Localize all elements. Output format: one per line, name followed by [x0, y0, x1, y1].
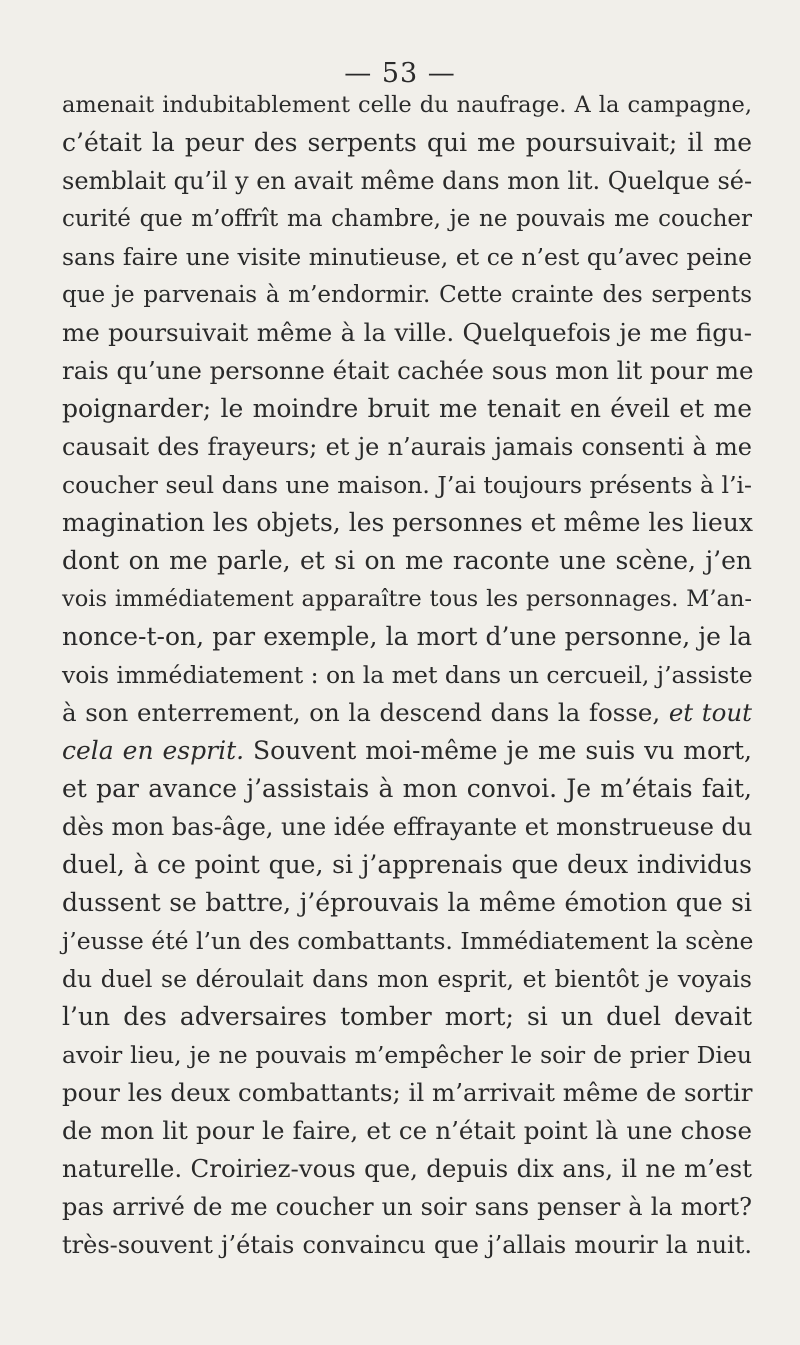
- text-line: du duel se déroulait dans mon esprit, et bientôt je voyais: [62, 965, 752, 993]
- text-line: pas arrivé de me coucher un soir sans penser à la mort?: [62, 1193, 752, 1221]
- text-line: dussent se battre, j’éprouvais la même émotion que si: [62, 888, 752, 917]
- italic-segment: cela en esprit.: [62, 736, 245, 765]
- text-line: dès mon bas-âge, une idée effrayante et monstrueuse du: [62, 813, 753, 841]
- text-line: sans faire une visite minutieuse, et ce n’est qu’avec peine: [62, 243, 752, 271]
- text-line: me poursuivait même à la ville. Quelquefois je me figu-: [62, 318, 752, 347]
- text-line: de mon lit pour le faire, et ce n’était point là une chose: [62, 1116, 752, 1145]
- text-line: que je parvenais à m’endormir. Cette crainte des serpents: [62, 282, 752, 308]
- italic-segment: et tout: [668, 698, 753, 727]
- text-line: vois immédiatement : on la met dans un cercueil, j’assiste: [62, 661, 753, 689]
- text-line: magination les objets, les personnes et même les lieux: [62, 508, 753, 537]
- text-line-mixed: [62, 732, 752, 770]
- text-segment: à son enterrement, on la descend dans la fosse,: [62, 698, 661, 727]
- text-line: causait des frayeurs; et je n’aurais jamais consenti à me: [62, 433, 752, 461]
- text-line: j’eusse été l’un des combattants. Immédiatement la scène: [62, 927, 754, 955]
- text-line: vois immédiatement apparaître tous les personnages. M’an-: [62, 586, 752, 612]
- text-segment: Souvent moi-même je me suis vu mort,: [244, 736, 752, 765]
- text-line: c’était la peur des serpents qui me poursuivait; il me: [62, 128, 752, 157]
- text-line: nonce-t-on, par exemple, la mort d’une personne, je la: [62, 622, 752, 651]
- page-number-header: — 53 —: [344, 58, 456, 89]
- text-line: et par avance j’assistais à mon convoi. Je m’étais fait,: [62, 774, 752, 803]
- text-line: semblait qu’il y en avait même dans mon lit. Quelque sé-: [62, 167, 753, 195]
- text-line: avoir lieu, je ne pouvais m’empêcher le soir de prier Dieu: [62, 1041, 752, 1069]
- text-line-mixed: [62, 694, 752, 732]
- text-line: rais qu’une personne était cachée sous mon lit pour me: [62, 356, 754, 385]
- text-line: coucher seul dans une maison. J’ai toujours présents à l’i-: [62, 471, 752, 499]
- text-line: curité que m’offrît ma chambre, je ne pouvais me coucher: [62, 206, 752, 232]
- text-line: poignarder; le moindre bruit me tenait en éveil et me: [62, 394, 752, 423]
- text-body: [62, 86, 752, 1264]
- text-line: naturelle. Croiriez-vous que, depuis dix ans, il ne m’est: [62, 1154, 752, 1183]
- text-line: amenait indubitablement celle du naufrage. A la campagne,: [62, 92, 752, 118]
- text-line: l’un des adversaires tomber mort; si un duel devait: [62, 1002, 752, 1031]
- text-line: duel, à ce point que, si j’apprenais que deux individus: [62, 850, 752, 879]
- text-line-last: très-souvent j’étais convaincu que j’allais mourir la nuit.: [62, 1231, 752, 1259]
- text-line: pour les deux combattants; il m’arrivait même de sortir: [62, 1078, 753, 1107]
- text-line: dont on me parle, et si on me raconte une scène, j’en: [62, 546, 752, 575]
